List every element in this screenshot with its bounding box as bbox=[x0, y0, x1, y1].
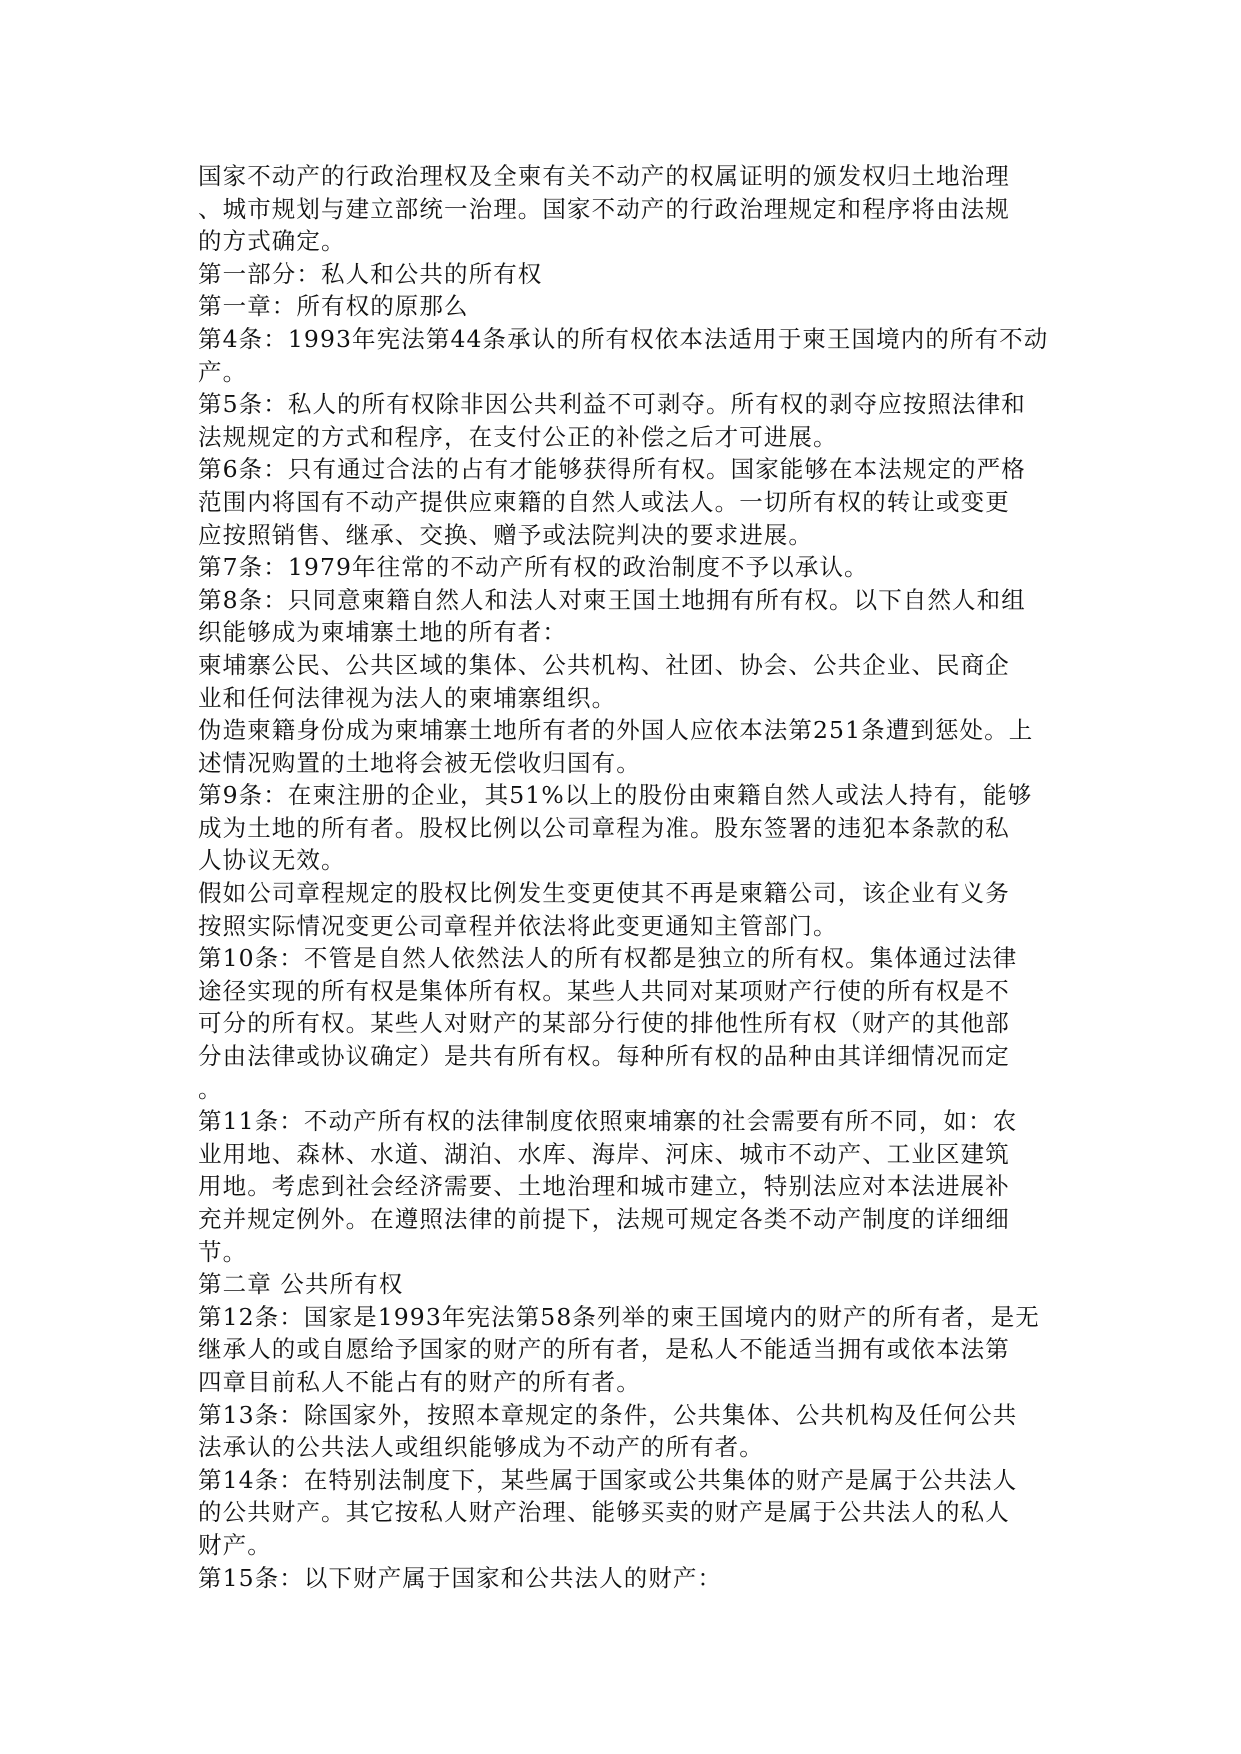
text-line: 的公共财产。其它按私人财产治理、能够买卖的财产是属于公共法人的私人 bbox=[198, 1498, 1010, 1527]
text-line: 第10条：不管是自然人依然法人的所有权都是独立的所有权。集体通过法律 bbox=[198, 944, 1018, 973]
text-line: 可分的所有权。某些人对财产的某部分行使的排他性所有权（财产的其他部 bbox=[198, 1009, 1010, 1038]
text-line: 法规规定的方式和程序，在支付公正的补偿之后才可进展。 bbox=[198, 422, 838, 451]
section-heading: 第一部分：私人和公共的所有权 bbox=[198, 259, 543, 288]
text-line: 应按照销售、继承、交换、赠予或法院判决的要求进展。 bbox=[198, 520, 813, 549]
text-line: 第11条：不动产所有权的法律制度依照柬埔寨的社会需要有所不同，如：农 bbox=[198, 1107, 1018, 1136]
text-line: 财产。 bbox=[198, 1530, 272, 1559]
text-line: 人协议无效。 bbox=[198, 846, 346, 875]
text-line: 业和任何法律视为法人的柬埔寨组织。 bbox=[198, 683, 617, 712]
text-line: 、城市规划与建立部统一治理。国家不动产的行政治理规定和程序将由法规 bbox=[198, 194, 1010, 223]
text-line: 述情况购置的土地将会被无偿收归国有。 bbox=[198, 748, 641, 777]
chapter-heading: 第一章：所有权的原那么 bbox=[198, 292, 469, 321]
text-line: 分由法律或协议确定）是共有所有权。每种所有权的品种由其详细情况而定 bbox=[198, 1042, 1010, 1071]
text-line: 第13条：除国家外，按照本章规定的条件，公共集体、公共机构及任何公共 bbox=[198, 1400, 1018, 1429]
chapter-heading: 第二章 公共所有权 bbox=[198, 1270, 404, 1299]
text-line: 的方式确定。 bbox=[198, 227, 346, 256]
text-line: 假如公司章程规定的股权比例发生变更使其不再是柬籍公司，该企业有义务 bbox=[198, 879, 1010, 908]
text-line: 第12条：国家是1993年宪法第58条列举的柬王国境内的财产的所有者，是无 bbox=[198, 1302, 1040, 1331]
text-line: 节。 bbox=[198, 1237, 248, 1266]
text-line: 第15条：以下财产属于国家和公共法人的财产： bbox=[198, 1563, 723, 1592]
text-line: 法承认的公共法人或组织能够成为不动产的所有者。 bbox=[198, 1433, 764, 1462]
text-line: 成为土地的所有者。股权比例以公司章程为准。股东签署的违犯本条款的私 bbox=[198, 813, 1010, 842]
text-line: 范围内将国有不动产提供应柬籍的自然人或法人。一切所有权的转让或变更 bbox=[198, 487, 1010, 516]
text-line: 继承人的或自愿给予国家的财产的所有者，是私人不能适当拥有或依本法第 bbox=[198, 1335, 1010, 1364]
text-line: 第4条：1993年宪法第44条承认的所有权依本法适用于柬王国境内的所有不动 bbox=[198, 324, 1049, 353]
text-line: 充并规定例外。在遵照法律的前提下，法规可规定各类不动产制度的详细细 bbox=[198, 1205, 1010, 1233]
text-line: 织能够成为柬埔寨土地的所有者： bbox=[198, 618, 567, 647]
text-line: 第8条：只同意柬籍自然人和法人对柬王国土地拥有所有权。以下自然人和组 bbox=[198, 585, 1026, 614]
text-line: 第6条：只有通过合法的占有才能够获得所有权。国家能够在本法规定的严格 bbox=[198, 455, 1026, 484]
text-line: 。 bbox=[198, 1074, 223, 1103]
text-line: 业用地、森林、水道、湖泊、水库、海岸、河床、城市不动产、工业区建筑 bbox=[198, 1139, 1010, 1168]
text-line: 四章目前私人不能占有的财产的所有者。 bbox=[198, 1367, 641, 1396]
text-line: 产。 bbox=[198, 357, 248, 386]
text-line: 柬埔寨公民、公共区域的集体、公共机构、社团、协会、公共企业、民商企 bbox=[198, 650, 1010, 679]
text-line: 第7条：1979年往常的不动产所有权的政治制度不予以承认。 bbox=[198, 553, 869, 582]
text-line: 第9条：在柬注册的企业，其51%以上的股份由柬籍自然人或法人持有，能够 bbox=[198, 781, 1033, 810]
text-line: 按照实际情况变更公司章程并依法将此变更通知主管部门。 bbox=[198, 911, 838, 940]
text-line: 第5条：私人的所有权除非因公共利益不可剥夺。所有权的剥夺应按照法律和 bbox=[198, 390, 1026, 419]
text-line: 用地。考虑到社会经济需要、土地治理和城市建立，特别法应对本法进展补 bbox=[198, 1172, 1010, 1201]
document-body bbox=[198, 160, 1049, 1594]
text-line: 途径实现的所有权是集体所有权。某些人共同对某项财产行使的所有权是不 bbox=[198, 976, 1010, 1005]
text-line: 国家不动产的行政治理权及全柬有关不动产的权属证明的颁发权归土地治理 bbox=[198, 162, 1010, 190]
text-line: 伪造柬籍身份成为柬埔寨土地所有者的外国人应依本法第251条遭到惩处。上 bbox=[198, 716, 1034, 745]
text-line: 第14条：在特别法制度下，某些属于国家或公共集体的财产是属于公共法人 bbox=[198, 1465, 1018, 1494]
